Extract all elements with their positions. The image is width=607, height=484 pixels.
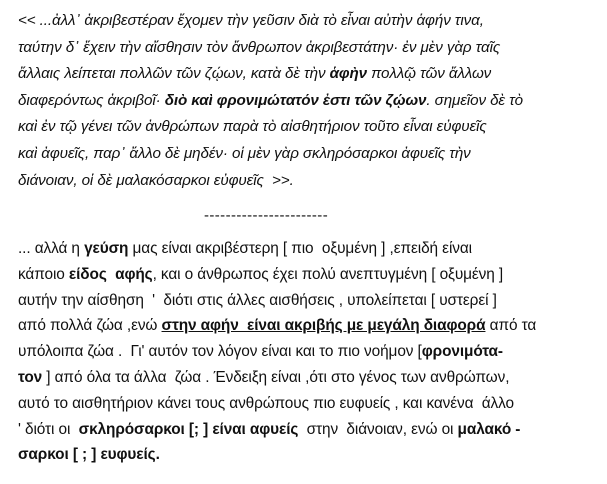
modern-bold-sklirosarkoi: σκληρόσαρκοι [; ] είναι αφυείς <box>78 420 299 438</box>
modern-greek-passage <box>18 236 604 468</box>
modern-underlined-phrase: στην αφήν είναι ακριβής με μεγάλη διαφορά <box>161 317 486 335</box>
modern-line-3: αυτήν την αίσθηση ' διότι στις άλλες αισθήσεις , υπολείπεται [ υστερεί ] <box>18 291 497 309</box>
modern-line-4c: από τα <box>485 317 537 335</box>
modern-line-6b: ] από όλα τα άλλα ζώα . Ένδειξη είναι ,ότι στο γένος των ανθρώπων, <box>42 368 510 386</box>
ancient-line-7: διάνοιαν, οἱ δὲ μαλακόσαρκοι εὐφυεῖς >>. <box>18 171 294 189</box>
modern-line-7: αυτό το αισθητήριον κάνει τους ανθρώπους πιο ευφυείς , και κανένα άλλο <box>18 394 514 412</box>
modern-bold-eidos-afis: είδος αφής <box>68 265 153 283</box>
modern-line-2c: , και ο άνθρωπος έχει πολύ ανεπτυγμένη [ οξυμένη ] <box>152 265 504 283</box>
ancient-bold-phrase: διὸ καὶ φρονιμώτατόν ἐστι τῶν ζῴων <box>164 91 427 109</box>
modern-bold-malako: μαλακό - <box>457 420 521 438</box>
ancient-greek-paragraph <box>18 8 604 194</box>
modern-bold-ton: τον <box>18 368 43 386</box>
modern-line-2a: κάποιο <box>18 265 69 283</box>
modern-line-4a: από πολλά ζώα ,ενώ <box>18 317 162 335</box>
modern-line-1c: μας είναι ακριβέστερη [ πιο οξυμένη ] ,επειδή είναι <box>128 240 472 257</box>
ancient-greek-passage <box>18 8 604 194</box>
ancient-line-3: ἄλλαις λείπεται πολλῶν τῶν ζῴων, κατὰ δὲ τὴν <box>18 65 330 83</box>
modern-bold-sarkoi: σαρκοι [ ; ] <box>18 446 97 464</box>
ancient-line-2: ταύτην δ᾽ ἔχειν τὴν αἴσθησιν τὸν ἄνθρωπον ἀκριβεστάτην· ἐν μὲν γὰρ ταῖς <box>18 38 501 56</box>
modern-bold-geusi: γεύση <box>84 240 129 257</box>
ancient-line-4-start: διαφερόντως ἀκριβοῖ· <box>18 91 165 109</box>
modern-line-5a: υπόλοιπα ζώα . Γι' αυτόν τον λόγον είναι και το πιο νοήμον [ <box>18 343 422 361</box>
modern-greek-paragraph <box>18 236 604 468</box>
section-divider: ----------------------- <box>204 207 329 224</box>
modern-line-8c: στην διάνοιαν, ενώ οι <box>298 420 458 438</box>
ancient-line-4-end: . σημεῖον δὲ τὸ <box>426 91 524 109</box>
ancient-line-1: << ...ἀλλ᾽ ἀκριβεστέραν ἔχομεν τὴν γεῦσιν διὰ τὸ εἶναι αὐτὴν ἁφήν τινα, <box>18 12 484 29</box>
modern-line-8a: ' διότι οι <box>18 420 79 438</box>
ancient-line-3-end: πολλῷ τῶν ἄλλων <box>367 65 492 83</box>
ancient-line-5: καὶ ἐν τῷ γένει τῶν ἀνθρώπων παρὰ τὸ αἰσθητήριον τοῦτο εἶναι εὐφυεῖς <box>18 118 487 136</box>
modern-bold-eufyeis: ευφυείς. <box>100 446 160 464</box>
modern-line-1a: ... αλλά η <box>18 240 85 257</box>
ancient-line-6: καὶ ἀφυεῖς, παρ᾽ ἄλλο δὲ μηδέν· οἱ μὲν γὰρ σκληρόσαρκοι ἀφυεῖς τὴν <box>18 144 471 162</box>
modern-bold-fronimota: φρονιμότα- <box>421 343 503 361</box>
ancient-bold-haphen: ἁφὴν <box>329 65 368 83</box>
